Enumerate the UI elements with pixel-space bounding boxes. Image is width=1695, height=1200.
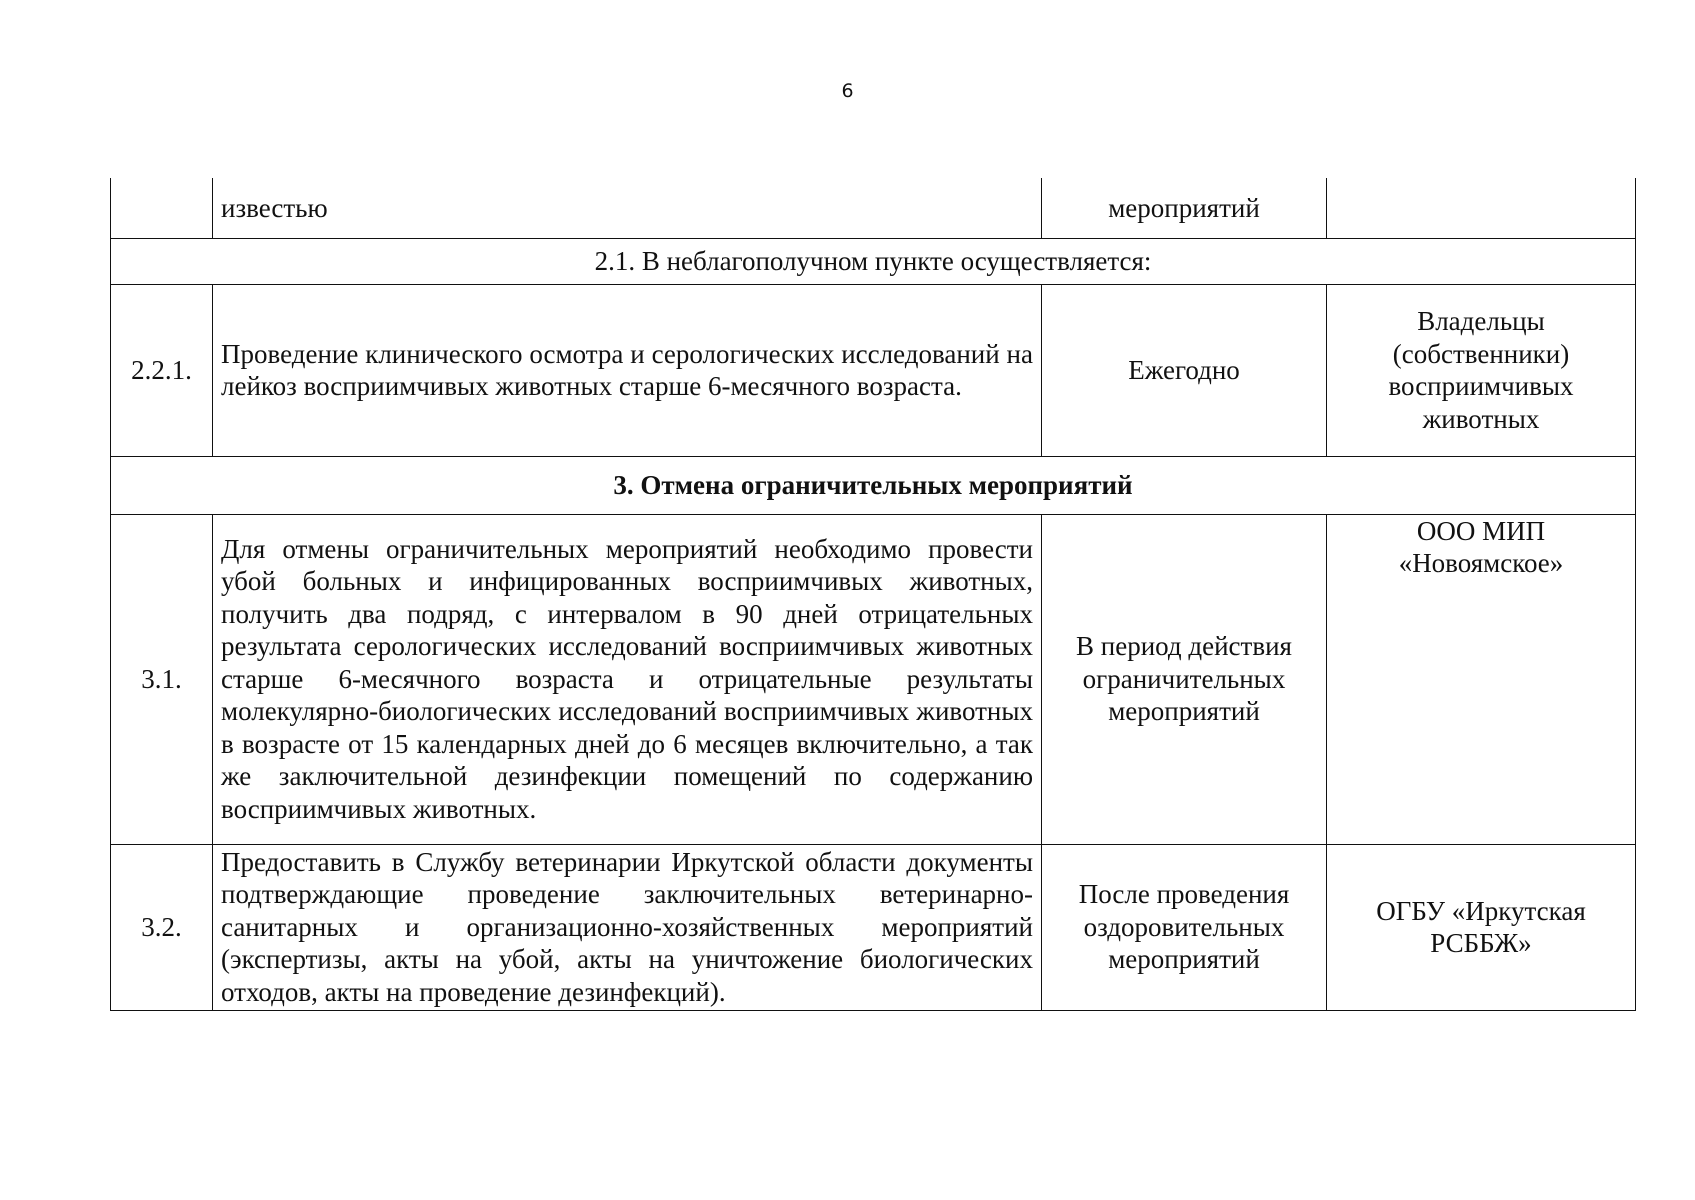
responsible-cell [1327,284,1636,456]
row-number-cell: 3.1. [111,514,213,844]
responsible-line: «Новоямское» [1398,548,1564,578]
description-cell: Проведение клинического осмотра и серологических исследований на лейкоз восприимчивых животных старше 6-месячного возраста. [213,284,1042,456]
period-cell: Ежегодно [1042,284,1327,456]
description-cell: Предоставить в Службу ветеринарии Иркутской области документы подтверждающие проведение заключительных ветеринарно-санитарных и организационно-хозяйственных мероприятий (экспертизы, акты на убой, акты на уничтожение биологических отходов, акты на проведение дезинфекций). [213,844,1042,1010]
section-title-2-1: 2.1. В неблагополучном пункте осуществляется: [111,238,1636,284]
period-line: мероприятий [1108,944,1260,975]
period-line: оздоровительных [1083,911,1285,942]
row-number-cell [111,178,213,238]
responsible-cell [1327,178,1636,238]
measures-table [110,178,1636,1011]
period-cell: мероприятий [1042,178,1327,238]
table-row [111,514,1636,844]
section-title-3: 3. Отмена ограничительных мероприятий [111,456,1636,514]
period-line: В период действия [1076,631,1292,662]
period-line: ограничительных [1082,663,1286,694]
row-number-cell: 3.2. [111,844,213,1010]
period-line: мероприятий [1108,696,1260,727]
section-header-row [111,456,1636,514]
responsible-cell [1327,844,1636,1010]
responsible-line: восприимчивых [1388,371,1574,401]
section-header-row [111,238,1636,284]
period-line: После проведения [1078,879,1290,910]
responsible-line: РСББЖ» [1430,928,1532,958]
description-cell: Для отмены ограничительных мероприятий необходимо провести убой больных и инфицированных восприимчивых животных, получить два подряд, с интервалом в 90 дней отрицательных результата серологических исследований восприимчивых животных старше 6-месячного возраста и отрицательные результаты молекулярно-биологических исследований восприимчивых животных в возрасте от 15 календарных дней до 6 месяцев включительно, а так же заключительной дезинфекции помещений по содержанию восприимчивых животных. [213,514,1042,844]
period-cell [1042,514,1327,844]
table-row [111,844,1636,1010]
row-number-cell: 2.2.1. [111,284,213,456]
responsible-line: ОГБУ «Иркутская [1376,895,1586,926]
responsible-line: животных [1422,403,1540,434]
responsible-cell [1327,514,1636,844]
description-cell: известью [213,178,1042,238]
responsible-line: (собственники) [1392,338,1570,369]
period-cell [1042,844,1327,1010]
continuation-row [111,178,1636,238]
responsible-line: ООО МИП [1416,515,1546,546]
responsible-line: Владельцы [1417,306,1545,336]
page-number: 6 [841,80,854,102]
table-row [111,284,1636,456]
